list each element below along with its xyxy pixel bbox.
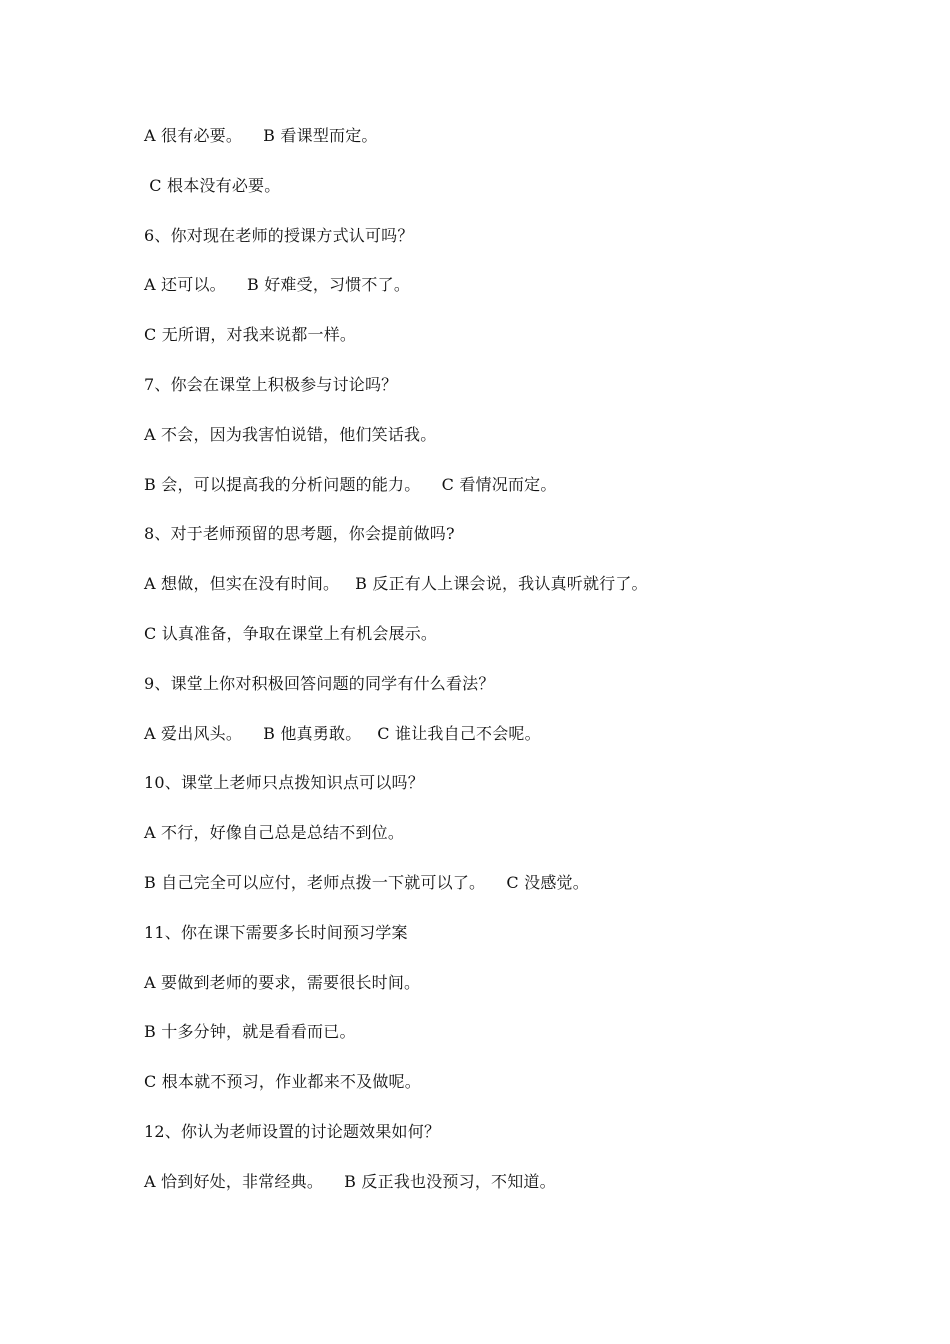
option-line-q9-abc: A 爱出风头。 B 他真勇敢。 C 谁让我自己不会呢。 xyxy=(144,723,541,743)
option-line-q8-ab: A 想做，但实在没有时间。 B 反正有人上课会说，我认真听就行了。 xyxy=(144,574,648,594)
question-9: 9、课堂上你对积极回答问题的同学有什么看法？ xyxy=(144,673,495,693)
option-line-q11-a: A 要做到老师的要求，需要很长时间。 xyxy=(144,972,421,992)
question-10: 10、课堂上老师只点拨知识点可以吗？ xyxy=(144,773,424,793)
option-line-q6-ab: A 还可以。 B 好难受，习惯不了。 xyxy=(144,275,411,295)
option-line-q7-a: A 不会，因为我害怕说错，他们笑话我。 xyxy=(144,424,437,444)
option-line-q6-c: C 无所谓，对我来说都一样。 xyxy=(144,325,357,345)
question-6: 6、你对现在老师的授课方式认可吗？ xyxy=(144,225,414,245)
option-line-q8-c: C 认真准备，争取在课堂上有机会展示。 xyxy=(144,623,438,643)
question-8: 8、对于老师预留的思考题，你会提前做吗? xyxy=(144,524,455,544)
option-line-q10-a: A 不行，好像自己总是总结不到位。 xyxy=(144,823,405,843)
option-line-q11-c: C 根本就不预习，作业都来不及做呢。 xyxy=(144,1072,421,1092)
questionnaire-text xyxy=(144,122,864,1218)
option-line-q5-ab: A 很有必要。 B 看课型而定。 xyxy=(144,126,378,145)
option-line-q12-ab: A 恰到好处，非常经典。 B 反正我也没预习，不知道。 xyxy=(144,1171,556,1191)
question-11: 11、你在课下需要多长时间预习学案 xyxy=(144,922,408,942)
option-line-q7-bc: B 会，可以提高我的分析问题的能力。 C 看情况而定。 xyxy=(144,474,557,494)
option-line-q10-bc: B 自己完全可以应付，老师点拨一下就可以了。 C 没感觉。 xyxy=(144,872,589,892)
option-line-q5-c: C 根本没有必要。 xyxy=(144,175,281,195)
option-line-q11-b: B 十多分钟，就是看看而已。 xyxy=(144,1022,356,1042)
question-7: 7、你会在课堂上积极参与讨论吗？ xyxy=(144,374,398,394)
question-12: 12、你认为老师设置的讨论题效果如何？ xyxy=(144,1121,441,1141)
